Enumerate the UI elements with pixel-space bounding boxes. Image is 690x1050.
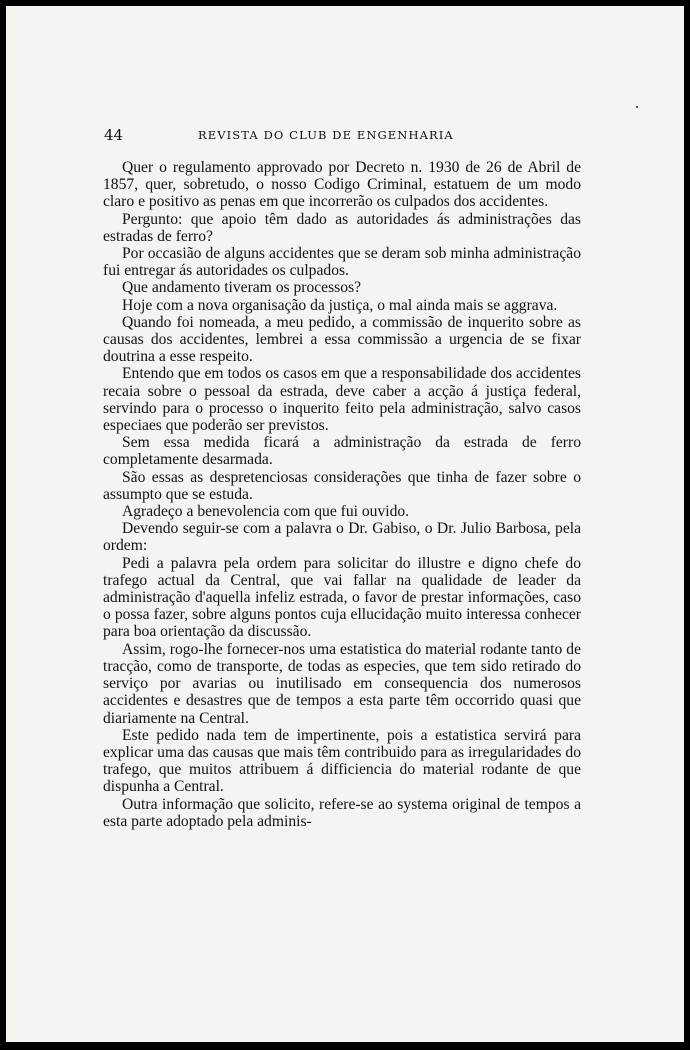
paragraph: Quer o regulamento approvado por Decreto n. 1930 de 26 de Abril de 1857, quer, sobretudo, o nosso Codigo Criminal, estatuem de um modo claro e positivo as penas em que incorrerão os culpados dos accidentes. bbox=[103, 159, 581, 211]
running-title: REVISTA DO CLUB DE ENGENHARIA bbox=[198, 128, 454, 142]
paragraph: Que andamento tiveram os processos? bbox=[122, 279, 362, 297]
page-header bbox=[6, 126, 684, 146]
paragraph: São essas as despretenciosas considerações que tinha de fazer sobre o assumpto que se estuda. bbox=[103, 468, 581, 503]
print-speck bbox=[636, 106, 638, 108]
paragraph: Assim, rogo-lhe fornecer-nos uma estatistica do material rodante tanto de tracção, como de transporte, de todas as especies, que tem sido retirado do serviço por avarias ou inutilisado em consequencia dos numerosos accidentes e desastres que de tempos a esta parte têm occorrido quasi que diariamente na Central. bbox=[103, 640, 581, 727]
paragraph: Agradeço a benevolencia com que fui ouvido. bbox=[122, 503, 410, 521]
paragraph: Hoje com a nova organisação da justiça, o mal ainda mais se aggrava. bbox=[122, 296, 558, 314]
paragraph: Entendo que em todos os casos em que a responsabilidade dos accidentes recaia sobre o pessoal da estrada, deve caber a acção á justiça federal, servindo para o processo o inquerito feito pela administração, salvo casos especiaes que poderão ser previstos. bbox=[103, 365, 581, 435]
paragraph: Este pedido nada tem de impertinente, pois a estatistica servirá para explicar uma das causas que mais têm contribuido para as irregularidades do trafego, que muitos attribuem á difficiencia do material rodante de que dispunha a Central. bbox=[103, 726, 581, 796]
body-text bbox=[103, 159, 581, 830]
paragraph: Pedi a palavra pela ordem para solicitar do illustre e digno chefe do trafego actual da Central, que vai fallar na qualidade de leader da administração d'aquella infeliz estrada, o favor de prestar informações, caso o possa fazer, sobre alguns pontos cuja ellucidação muito interessa conhecer para boa orientação da discussão. bbox=[103, 554, 581, 641]
page-number: 44 bbox=[104, 126, 124, 144]
paragraph: Outra informação que solicito, refere-se ao systema original de tempos a esta parte adoptado pela adminis- bbox=[103, 795, 581, 830]
paragraph: Quando foi nomeada, a meu pedido, a commissão de inquerito sobre as causas dos accidentes, lembrei a essa commissão a urgencia de se fixar doutrina a esse respeito. bbox=[103, 313, 581, 366]
paragraph: Devendo seguir-se com a palavra o Dr. Gabiso, o Dr. Julio Barbosa, pela ordem: bbox=[103, 520, 581, 555]
paragraph: Por occasião de alguns accidentes que se deram sob minha administração fui entregar ás autoridades os culpados. bbox=[103, 245, 581, 280]
document-page bbox=[6, 6, 684, 1042]
paragraph: Pergunto: que apoio têm dado as autoridades ás administrações das estradas de ferro? bbox=[103, 210, 581, 245]
paragraph: Sem essa medida ficará a administração da estrada de ferro completamente desarmada. bbox=[103, 434, 581, 469]
